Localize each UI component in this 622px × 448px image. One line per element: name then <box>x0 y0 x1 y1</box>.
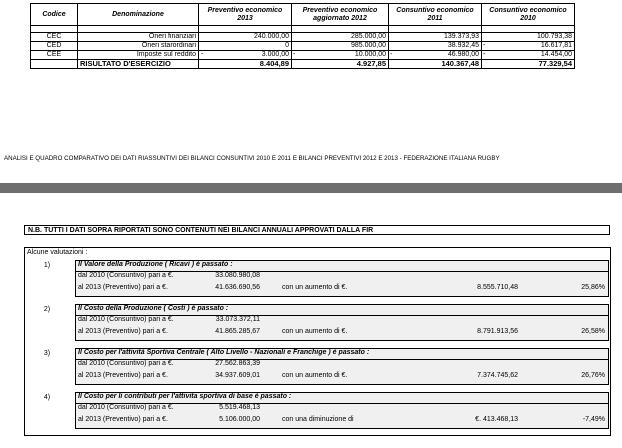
row-neg-2012: - <box>292 51 301 60</box>
row-name: Imposte sul reddito <box>78 51 199 60</box>
amount-2010: 33.080.980,08 <box>215 272 260 279</box>
line-to-label: al 2013 (Preventivo) pari a €. <box>78 328 168 335</box>
line-to-label: al 2013 (Preventivo) pari a €. <box>78 416 168 423</box>
amount-2013: 5.106.000,00 <box>219 416 260 423</box>
change-label: con una diminuzione di <box>282 416 354 423</box>
line-from-label: dal 2010 (Consuntivo) pari a €. <box>78 272 174 279</box>
row-2010: 16.617,81 <box>490 42 575 51</box>
row-code: CEC <box>31 33 78 42</box>
row-2013-value: 3.000,00 <box>261 51 289 58</box>
table-row-total <box>31 60 575 69</box>
valutazione-box <box>75 392 609 429</box>
row-neg-2010 <box>482 33 491 42</box>
item-number: 2) <box>43 306 51 313</box>
row-name: Oneri finanziari <box>78 33 199 42</box>
change-percent: 25,86% <box>581 284 605 291</box>
valutazioni-panel <box>24 247 611 436</box>
row-neg-2011: - <box>389 51 398 60</box>
change-amount: €. 413.468,13 <box>475 416 518 423</box>
amount-2010: 33.073.372,11 <box>215 316 260 323</box>
row-name: Oneri starordinari <box>78 42 199 51</box>
total-2010: 77.329,54 <box>482 60 575 69</box>
item-number: 3) <box>43 350 51 357</box>
line-to-label: al 2013 (Preventivo) pari a €. <box>78 372 168 379</box>
nb-note: N.B. TUTTI I DATI SOPRA RIPORTATI SONO CONTENUTI NEI BILANCI ANNUALI APPROVATI DALLA FIR <box>24 225 610 235</box>
amount-2013: 41.636.690,56 <box>215 284 260 291</box>
item-number: 1) <box>43 262 51 269</box>
change-percent: 26,76% <box>581 372 605 379</box>
table-row <box>31 42 575 51</box>
row-2011: 139.373,93 <box>397 33 482 42</box>
change-label: con un aumento di €. <box>282 284 348 291</box>
row-2011: 46.980,00 <box>397 51 482 60</box>
amount-2010: 27.562.863,39 <box>215 360 260 367</box>
valutazioni-label: Alcune valutazioni : <box>27 249 88 256</box>
line-from-label: dal 2010 (Consuntivo) pari a €. <box>78 316 174 323</box>
change-amount: 7.374.745,62 <box>477 372 518 379</box>
row-2012: 10.000,00 <box>300 51 389 60</box>
change-percent: 26,58% <box>581 328 605 335</box>
change-label: con un aumento di €. <box>282 328 348 335</box>
valutazione-title: Il Valore della Produzione ( Ricavi ) è passato : <box>78 261 233 268</box>
change-amount: 8.791.913,56 <box>477 328 518 335</box>
header-codice: Codice <box>31 4 78 26</box>
row-2012: 285.000,00 <box>300 33 389 42</box>
amount-2010: 5.519.468,13 <box>219 404 260 411</box>
total-2012: 4.927,85 <box>292 60 389 69</box>
total-label: RISULTATO D'ESERCIZIO <box>78 60 199 69</box>
valutazione-title: Il Costo per li contributi per l'attivita sportiva di base è passato : <box>78 393 292 400</box>
row-neg-2010: - <box>482 51 491 60</box>
separator-band <box>0 183 622 193</box>
row-2013: 0 <box>199 42 292 51</box>
row-2010: 100.793,38 <box>490 33 575 42</box>
amount-2013: 41.865.285,67 <box>215 328 260 335</box>
table-row-blank <box>31 26 575 33</box>
header-preventivo-2012: Preventivo economico aggiornato 2012 <box>292 4 389 26</box>
change-amount: 8.555.710,48 <box>477 284 518 291</box>
total-2011: 140.367,48 <box>389 60 482 69</box>
change-percent: -7,49% <box>582 416 605 423</box>
row-neg-2010: - <box>482 42 491 51</box>
row-code: CEE <box>31 51 78 60</box>
row-neg-2012 <box>292 33 301 42</box>
row-neg-2013: - <box>201 51 204 58</box>
header-denominazione: Denominazione <box>78 4 199 26</box>
financial-table <box>30 3 575 69</box>
row-2010: 14.454,00 <box>490 51 575 60</box>
header-consuntivo-2011: Consuntivo economico 2011 <box>389 4 482 26</box>
change-label: con un aumento di €. <box>282 372 348 379</box>
row-2011: 38.932,45 <box>397 42 482 51</box>
valutazione-title: Il Costo per l'attività Sportiva Centrale ( Alto Livello - Nazionali e Franchige ) è passato : <box>78 349 370 356</box>
row-neg-2011 <box>389 33 398 42</box>
valutazione-box <box>75 260 609 297</box>
valutazione-box <box>75 304 609 341</box>
header-preventivo-2013: Preventivo economico 2013 <box>199 4 292 26</box>
row-neg-2012 <box>292 42 301 51</box>
row-code: CED <box>31 42 78 51</box>
line-to-label: al 2013 (Preventivo) pari a €. <box>78 284 168 291</box>
document-caption: ANALISI E QUADRO COMPARATIVO DEI DATI RIASSUNTIVI DEI BILANCI CONSUNTIVI 2010 E 2011 E BILANCI PREVENTIVI 2012 E 2013 - FEDERAZIONE ITALIANA RUGBY <box>4 155 500 162</box>
valutazione-box <box>75 348 609 385</box>
row-neg-2011 <box>389 42 398 51</box>
valutazione-title: Il Costo della Produzione ( Costi ) è passato : <box>78 305 229 312</box>
item-number: 4) <box>43 394 51 401</box>
header-consuntivo-2010: Consuntivo economico 2010 <box>482 4 575 26</box>
row-2012: 985.000,00 <box>300 42 389 51</box>
line-from-label: dal 2010 (Consuntivo) pari a €. <box>78 404 174 411</box>
amount-2013: 34.937.609,01 <box>215 372 260 379</box>
row-2013: 240.000,00 <box>199 33 292 42</box>
line-from-label: dal 2010 (Consuntivo) pari a €. <box>78 360 174 367</box>
table-row <box>31 33 575 42</box>
total-2013: 8.404,89 <box>199 60 292 69</box>
